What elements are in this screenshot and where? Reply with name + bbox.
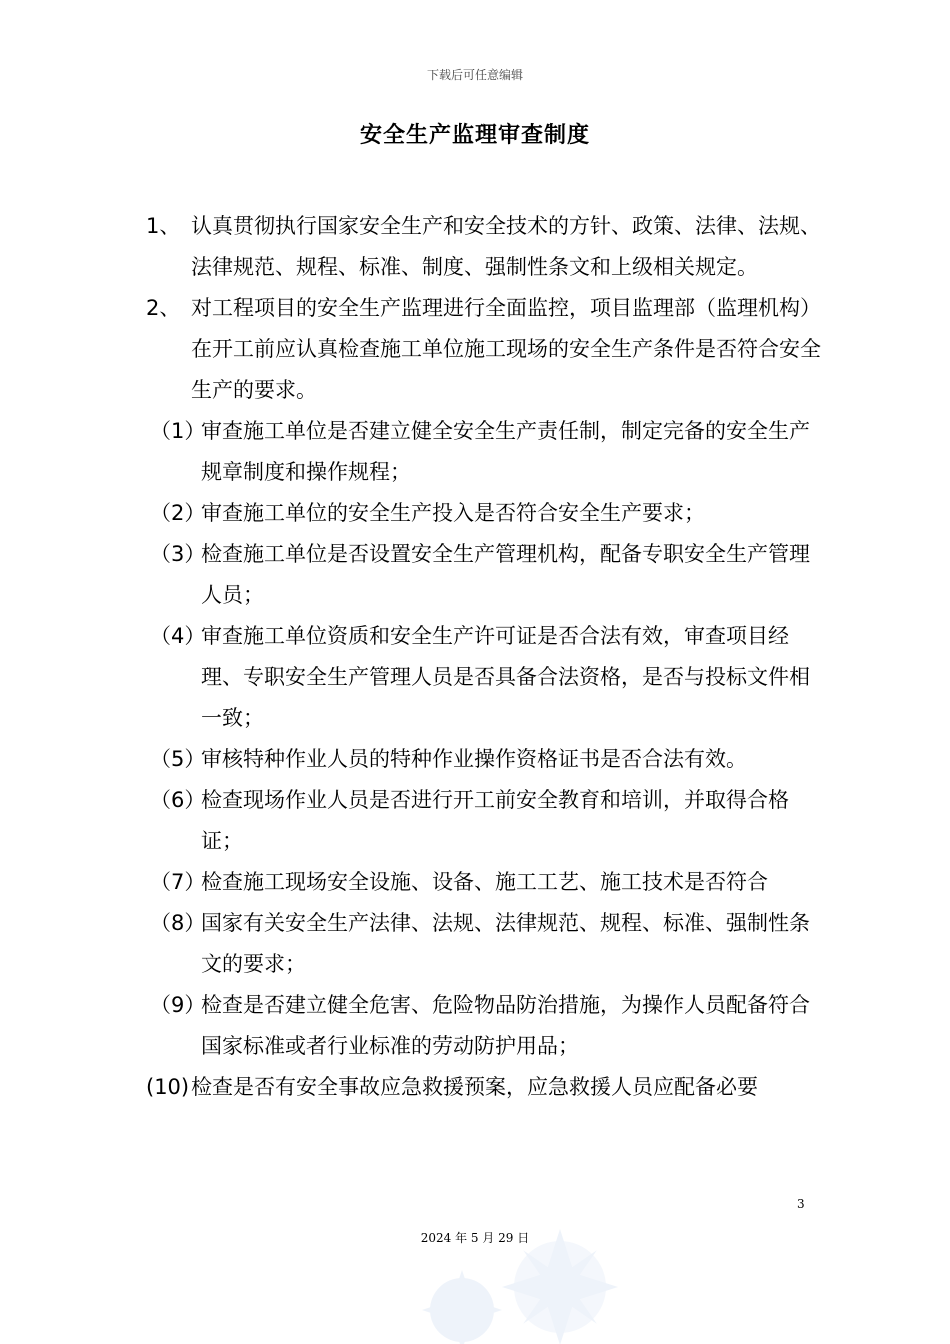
document-body (0, 206, 950, 1108)
subitem-7 (0, 862, 950, 903)
snowflake-watermark-icon (420, 1225, 620, 1344)
subitem-number: （6） (150, 788, 206, 812)
paragraph-number: 1、 (146, 214, 181, 238)
subitem-text: 审查施工单位的安全生产投入是否符合安全生产要求； (201, 501, 705, 525)
paragraph-number: 2、 (146, 296, 181, 320)
subitem-number: （3） (150, 542, 206, 566)
subitem-number: （8） (150, 911, 206, 935)
document-title: 安全生产监理审查制度 (359, 123, 590, 148)
paragraph-text: 对工程项目的安全生产监理进行全面监控，项目监理部（监理机构）在开工前应认真检查施工单位施工现场的安全生产条件是否符合安全生产的要求。 (191, 296, 821, 402)
subitem-4 (0, 616, 950, 739)
subitem-9 (0, 985, 950, 1067)
subitem-number: （7） (150, 870, 206, 894)
paragraph-1 (0, 206, 950, 288)
subitem-10 (0, 1067, 950, 1108)
subitem-3 (0, 534, 950, 616)
paragraph-text: 认真贯彻执行国家安全生产和安全技术的方针、政策、法律、法规、法律规范、规程、标准、制度、强制性条文和上级相关规定。 (191, 214, 821, 279)
subitem-number: (10) (146, 1075, 190, 1099)
subitem-number: （5） (150, 747, 206, 771)
subitem-number: （9） (150, 993, 206, 1017)
paragraph-2 (0, 288, 950, 411)
header-note: 下载后可任意编辑 (426, 68, 523, 82)
subitem-text: 审查施工单位是否建立健全安全生产责任制，制定完备的安全生产规章制度和操作规程； (201, 419, 810, 484)
subitem-text: 审核特种作业人员的特种作业操作资格证书是否合法有效。 (201, 747, 747, 771)
subitem-number: （4） (150, 624, 206, 648)
subitem-1 (0, 411, 950, 493)
subitem-6 (0, 780, 950, 862)
subitem-5 (0, 739, 950, 780)
footer-date: 2024 年 5 月 29 日 (420, 1231, 530, 1245)
subitem-text: 检查现场作业人员是否进行开工前安全教育和培训，并取得合格证； (201, 788, 789, 853)
subitem-text: 检查施工现场安全设施、设备、施工工艺、施工技术是否符合 (201, 870, 768, 894)
subitem-text: 检查是否建立健全危害、危险物品防治措施，为操作人员配备符合国家标准或者行业标准的劳动防护用品； (201, 993, 810, 1058)
page-number: 3 (797, 1197, 805, 1211)
subitem-text: 检查施工单位是否设置安全生产管理机构，配备专职安全生产管理人员； (201, 542, 810, 607)
subitem-number: （1） (150, 419, 206, 443)
subitem-text: 审查施工单位资质和安全生产许可证是否合法有效，审查项目经理、专职安全生产管理人员是否具备合法资格，是否与投标文件相一致； (201, 624, 810, 730)
subitem-8 (0, 903, 950, 985)
subitem-number: （2） (150, 501, 206, 525)
subitem-2 (0, 493, 950, 534)
subitem-text: 检查是否有安全事故应急救援预案，应急救援人员应配备必要 (191, 1075, 758, 1099)
subitem-text: 国家有关安全生产法律、法规、法律规范、规程、标准、强制性条文的要求； (201, 911, 810, 976)
